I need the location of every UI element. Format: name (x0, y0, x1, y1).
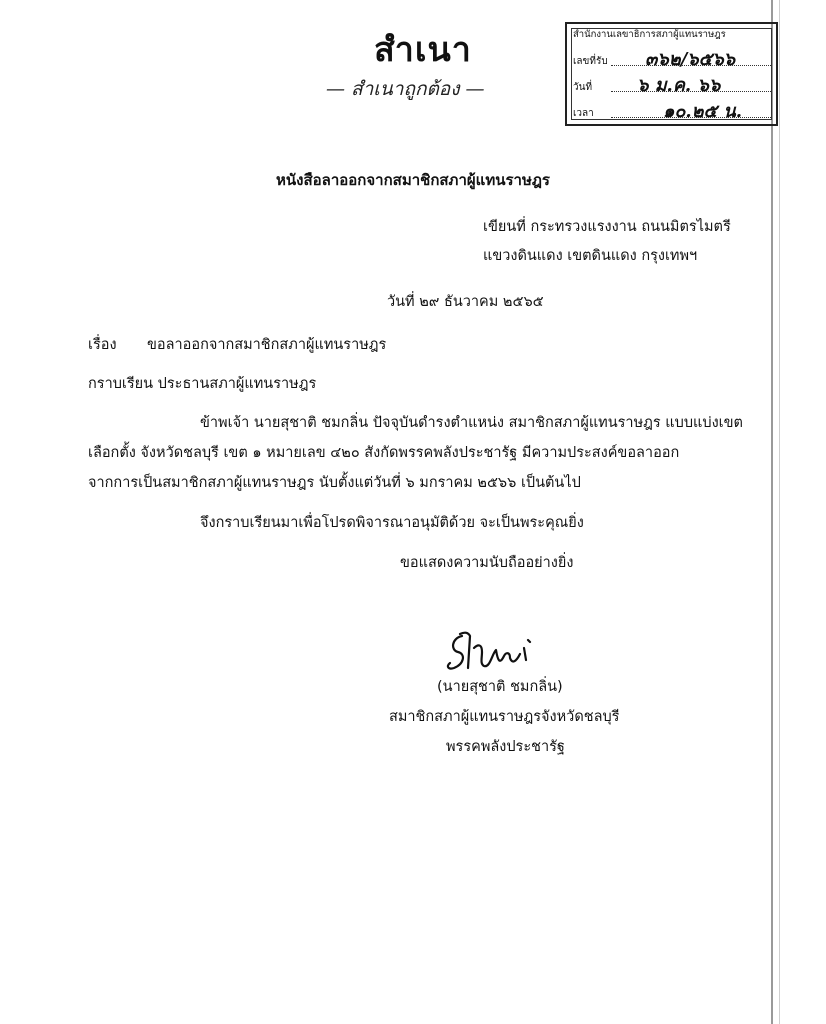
signer-party: พรรคพลังประชารัฐ (446, 739, 565, 755)
copy-label: สำเนา (374, 30, 472, 70)
subject-label: เรื่อง (88, 337, 117, 353)
page-edge-line (771, 0, 773, 1024)
copy-certification-handwritten: — สำเนาถูกต้อง — (326, 78, 485, 100)
received-stamp (565, 22, 778, 126)
signer-name: (นายสุชาติ ชมกลิ่น) (437, 679, 563, 695)
body-line-2: เลือกตั้ง จังหวัดชลบุรี เขต ๑ หมายเลข ๔๒๐ สังกัดพรรคพลังประชารัฐ มีความประสงค์ขอลาออก (88, 445, 680, 461)
stamp-office-name: สำนักงานเลขาธิการสภาผู้แทนราษฎร (573, 29, 726, 40)
handwritten-signature (440, 628, 550, 680)
stamp-date-label: วันที่ (573, 82, 593, 93)
closing-line: ขอแสดงความนับถืออย่างยิ่ง (400, 555, 574, 571)
stamp-received-no-value: ๓๖๒/๖๕๖๖ (645, 49, 736, 70)
stamp-row-date (573, 80, 613, 95)
stamp-date-value: ๖ ม.ค. ๖๖ (637, 75, 721, 96)
stamp-time-label: เวลา (573, 108, 594, 119)
body-line-1: ข้าพเจ้า นายสุชาติ ชมกลิ่น ปัจจุบันดำรงตำแหน่ง สมาชิกสภาผู้แทนราษฎร แบบแบ่งเขต (200, 415, 743, 431)
request-line: จึงกราบเรียนมาเพื่อโปรดพิจารณาอนุมัติด้วย จะเป็นพระคุณยิ่ง (200, 515, 584, 531)
body-line-3: จากการเป็นสมาชิกสภาผู้แทนราษฎร นับตั้งแต่วันที่ ๖ มกราคม ๒๕๖๖ เป็นต้นไป (88, 475, 581, 491)
letter-date: วันที่ ๒๙ ธันวาคม ๒๕๖๕ (387, 294, 544, 310)
stamp-received-no-label: เลขที่รับ (573, 56, 608, 67)
page-edge-line-secondary (779, 0, 780, 1024)
document-title: หนังสือลาออกจากสมาชิกสภาผู้แทนราษฎร (276, 171, 550, 189)
written-at-line-1: เขียนที่ กระทรวงแรงงาน ถนนมิตรไมตรี (483, 219, 731, 235)
written-at-line-2: แขวงดินแดง เขตดินแดง กรุงเทพฯ (483, 248, 698, 264)
subject-text: ขอลาออกจากสมาชิกสภาผู้แทนราษฎร (147, 337, 387, 353)
stamp-time-value: ๑๐.๒๕ น. (663, 101, 743, 122)
signer-position: สมาชิกสภาผู้แทนราษฎรจังหวัดชลบุรี (389, 709, 620, 725)
salutation: กราบเรียน ประธานสภาผู้แทนราษฎร (88, 376, 317, 392)
stamp-row-time (573, 106, 613, 121)
stamp-row-received-no (573, 54, 613, 69)
